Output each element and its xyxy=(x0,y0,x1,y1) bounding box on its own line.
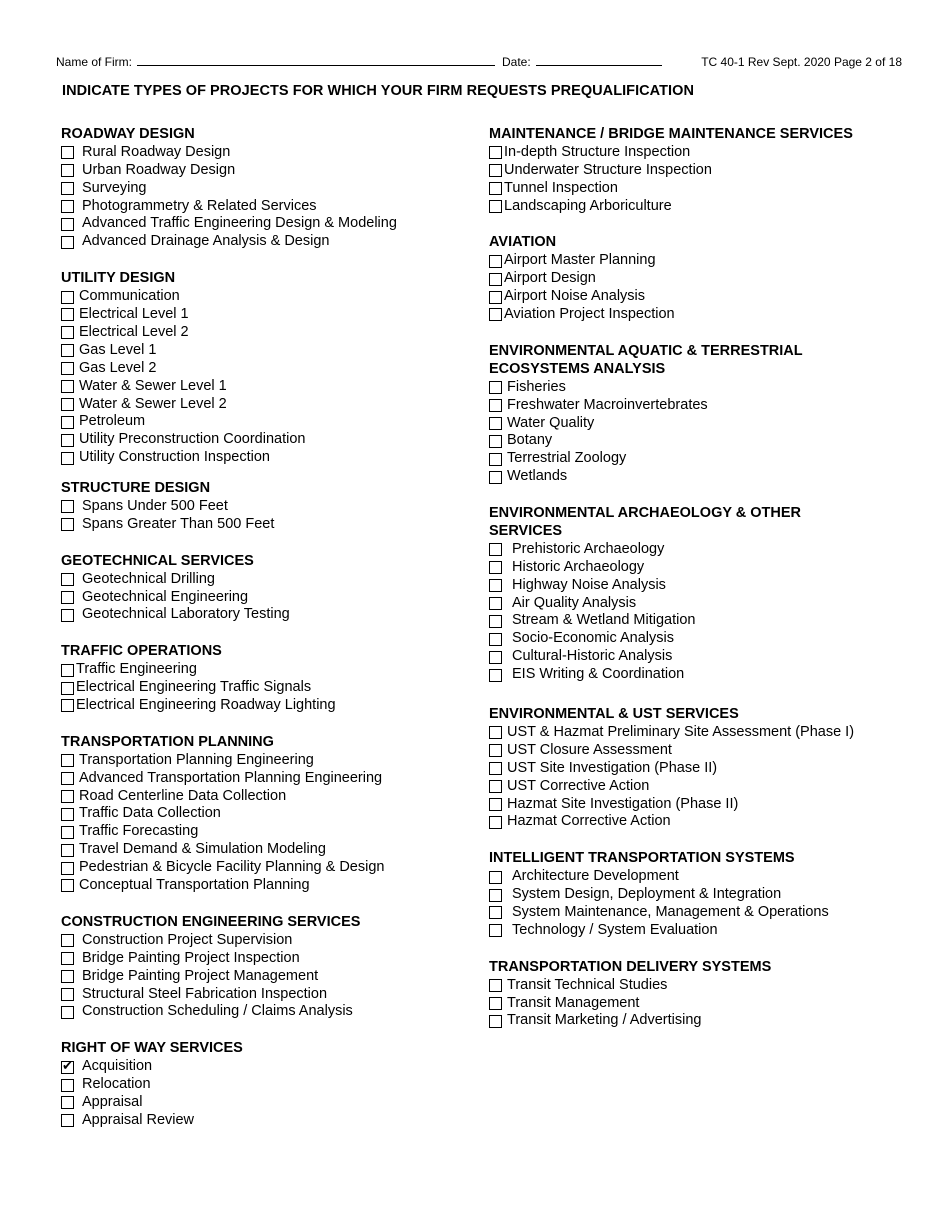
checkbox-item[interactable] xyxy=(61,324,471,342)
section-title: ENVIRONMENTAL AQUATIC & TERRESTRIAL xyxy=(489,342,803,359)
checkbox-label: Transit Management xyxy=(507,994,640,1011)
page-title: INDICATE TYPES OF PROJECTS FOR WHICH YOUR FIRM REQUESTS PREQUALIFICATION xyxy=(62,83,694,99)
checkbox[interactable] xyxy=(61,434,74,447)
section-title: RIGHT OF WAY SERVICES xyxy=(61,1040,243,1057)
checkbox-label: Construction Scheduling / Claims Analysis xyxy=(82,1003,353,1020)
checkbox[interactable] xyxy=(489,200,502,213)
checkbox-label: Traffic Data Collection xyxy=(79,805,221,822)
checkbox[interactable] xyxy=(61,500,74,513)
checkbox-item[interactable] xyxy=(489,450,939,468)
right-column xyxy=(489,126,939,1030)
checkbox[interactable] xyxy=(489,273,502,286)
checkbox-label: Fisheries xyxy=(507,378,566,395)
checkbox[interactable] xyxy=(489,633,502,646)
checkbox[interactable] xyxy=(489,669,502,682)
checkbox[interactable] xyxy=(61,344,74,357)
checkbox-item[interactable] xyxy=(61,162,471,180)
checkbox-item[interactable] xyxy=(61,1076,471,1094)
checkbox[interactable] xyxy=(61,844,74,857)
checkbox-label: Transit Marketing / Advertising xyxy=(507,1012,702,1029)
checkbox-item[interactable] xyxy=(61,788,471,806)
checkbox-item[interactable] xyxy=(61,589,471,607)
checkbox-item[interactable] xyxy=(61,413,471,431)
checkbox[interactable] xyxy=(489,417,502,430)
checkbox-label: Water Quality xyxy=(507,414,595,431)
checkbox-label: System Maintenance, Management & Operations xyxy=(512,903,829,920)
checkbox-item[interactable] xyxy=(61,877,471,895)
checkbox-label: Highway Noise Analysis xyxy=(512,576,666,593)
checkbox-label: Electrical Engineering Traffic Signals xyxy=(76,679,312,696)
checkbox-item[interactable] xyxy=(61,752,471,770)
checkbox-item[interactable] xyxy=(61,233,471,251)
checkbox-label: Stream & Wetland Mitigation xyxy=(512,612,696,629)
section-title: TRANSPORTATION PLANNING xyxy=(61,733,274,750)
checkbox[interactable] xyxy=(61,380,74,393)
checkbox[interactable] xyxy=(61,609,74,622)
checkbox[interactable] xyxy=(61,236,74,249)
checkbox-label: Communication xyxy=(79,288,180,305)
checkbox-label: Terrestrial Zoology xyxy=(507,450,627,467)
checkbox[interactable] xyxy=(61,879,74,892)
date-label: Date: xyxy=(502,55,531,69)
checkbox[interactable] xyxy=(489,182,502,195)
checkbox-item[interactable] xyxy=(489,198,939,216)
checkbox[interactable] xyxy=(61,790,74,803)
checkbox-label: Structural Steel Fabrication Inspection xyxy=(82,985,328,1002)
checkbox[interactable] xyxy=(489,399,502,412)
checkbox[interactable] xyxy=(489,579,502,592)
checkbox[interactable] xyxy=(489,164,502,177)
checkbox-label: Conceptual Transportation Planning xyxy=(79,877,310,894)
checkbox-item[interactable] xyxy=(61,661,471,679)
checkbox-label: Socio-Economic Analysis xyxy=(512,630,674,647)
checkbox-label: Hazmat Site Investigation (Phase II) xyxy=(507,795,739,812)
checkbox-label: Petroleum xyxy=(79,413,146,430)
checkbox-item[interactable] xyxy=(61,449,471,467)
section-title-line2: SERVICES xyxy=(489,523,563,539)
checkbox[interactable] xyxy=(61,772,74,785)
checkbox-item[interactable] xyxy=(61,378,471,396)
checkbox[interactable] xyxy=(61,182,74,195)
checkbox-item[interactable] xyxy=(61,950,471,968)
checkbox-label: Architecture Development xyxy=(512,868,679,885)
checkbox-label: Underwater Structure Inspection xyxy=(504,161,712,178)
checkbox[interactable] xyxy=(489,762,502,775)
checkbox-item[interactable] xyxy=(489,612,939,630)
checkbox-item[interactable] xyxy=(61,823,471,841)
section-title: MAINTENANCE / BRIDGE MAINTENANCE SERVICES xyxy=(489,126,853,142)
checkbox[interactable] xyxy=(61,591,74,604)
checkbox[interactable] xyxy=(61,1096,74,1109)
checkbox-item[interactable] xyxy=(489,742,939,760)
checkbox-label: Bridge Painting Project Management xyxy=(82,967,319,984)
checkbox-label: Bridge Painting Project Inspection xyxy=(82,949,300,966)
checkbox-label: Appraisal xyxy=(82,1093,143,1110)
checkbox-label: UST & Hazmat Preliminary Site Assessment (Phase I) xyxy=(507,723,855,740)
section-utility-design xyxy=(61,270,471,467)
checkbox[interactable] xyxy=(61,664,74,677)
checkbox-item[interactable] xyxy=(61,198,471,216)
checkbox[interactable] xyxy=(61,326,74,339)
checkbox[interactable] xyxy=(489,871,502,884)
checkbox[interactable] xyxy=(61,934,74,947)
checkbox-item[interactable] xyxy=(61,516,471,534)
checkbox[interactable] xyxy=(489,1015,502,1028)
checkbox-label: Utility Preconstruction Coordination xyxy=(79,431,306,448)
checkbox-label: Acquisition xyxy=(82,1058,153,1075)
section-geotechnical-services xyxy=(61,553,471,625)
checkbox-label: Spans Greater Than 500 Feet xyxy=(82,515,275,532)
checkbox-item[interactable] xyxy=(489,977,939,995)
checkbox-label: Water & Sewer Level 1 xyxy=(79,377,227,394)
checkbox-label: Technology / System Evaluation xyxy=(512,921,718,938)
checkbox-label: Electrical Level 2 xyxy=(79,323,189,340)
checkbox[interactable] xyxy=(489,726,502,739)
section-intelligent-transportation-systems xyxy=(489,850,939,939)
checkbox-item[interactable] xyxy=(61,360,471,378)
checkbox[interactable] xyxy=(489,798,502,811)
checkbox-item[interactable] xyxy=(489,559,939,577)
checkbox[interactable] xyxy=(489,615,502,628)
section-environmental-ust-services xyxy=(489,706,939,831)
checkbox-item[interactable] xyxy=(61,841,471,859)
checkbox[interactable] xyxy=(61,308,74,321)
checkbox-item[interactable] xyxy=(61,805,471,823)
checkbox-item[interactable] xyxy=(489,270,939,288)
section-transportation-planning xyxy=(61,734,471,895)
checkbox-label: Rural Roadway Design xyxy=(82,143,231,160)
section-transportation-delivery-systems xyxy=(489,959,939,1031)
checkbox-item[interactable] xyxy=(489,648,939,666)
checkbox-item[interactable] xyxy=(489,432,939,450)
checkbox[interactable] xyxy=(61,754,74,767)
checkbox[interactable] xyxy=(61,218,74,231)
section-title: GEOTECHNICAL SERVICES xyxy=(61,552,254,569)
checkbox-item[interactable] xyxy=(489,397,939,415)
checkbox-item[interactable] xyxy=(61,342,471,360)
section-roadway-design xyxy=(61,126,471,251)
section-title: UTILITY DESIGN xyxy=(61,270,176,287)
checkbox[interactable] xyxy=(489,816,502,829)
checkbox-label: Traffic Engineering xyxy=(76,661,197,678)
section-title: TRAFFIC OPERATIONS xyxy=(61,643,222,660)
checkbox[interactable] xyxy=(61,988,74,1001)
checkbox-item[interactable] xyxy=(61,770,471,788)
checkbox[interactable] xyxy=(61,1114,74,1127)
checkbox[interactable] xyxy=(61,362,74,375)
checkbox-label: Hazmat Corrective Action xyxy=(507,813,671,830)
checkbox-label: Appraisal Review xyxy=(82,1111,195,1128)
checkbox-item[interactable] xyxy=(61,968,471,986)
checkbox-item[interactable] xyxy=(489,541,939,559)
section-aviation xyxy=(489,234,939,323)
checkbox-label: UST Corrective Action xyxy=(507,777,650,794)
checkbox-item[interactable] xyxy=(489,144,939,162)
checkbox-label: Urban Roadway Design xyxy=(82,161,236,178)
checkbox-item[interactable] xyxy=(61,498,471,516)
checkbox-item[interactable] xyxy=(489,162,939,180)
section-traffic-operations xyxy=(61,643,471,715)
checkbox[interactable] xyxy=(489,651,502,664)
checkbox[interactable] xyxy=(489,146,502,159)
checkbox-item[interactable] xyxy=(61,215,471,233)
checkbox-item[interactable] xyxy=(489,778,939,796)
checkbox[interactable] xyxy=(489,291,502,304)
checkbox-label: Airport Design xyxy=(504,270,596,287)
checkbox-checked[interactable] xyxy=(61,1061,74,1074)
date-field[interactable] xyxy=(536,65,662,66)
checkbox-label: Advanced Drainage Analysis & Design xyxy=(82,233,330,250)
checkbox[interactable] xyxy=(61,398,74,411)
checkbox-item[interactable] xyxy=(489,760,939,778)
checkbox-item[interactable] xyxy=(61,396,471,414)
checkbox[interactable] xyxy=(61,452,74,465)
checkbox-label: Photogrammetry & Related Services xyxy=(82,197,317,214)
checkbox-label: Transportation Planning Engineering xyxy=(79,751,314,768)
checkbox-item[interactable] xyxy=(61,1003,471,1021)
checkbox[interactable] xyxy=(61,518,74,531)
checkbox-item[interactable] xyxy=(489,595,939,613)
checkbox-label: Geotechnical Engineering xyxy=(82,588,249,605)
section-environmental-archaeology-other xyxy=(489,505,939,684)
checkbox[interactable] xyxy=(489,543,502,556)
checkbox[interactable] xyxy=(61,200,74,213)
checkbox-item[interactable] xyxy=(61,606,471,624)
checkbox-label: Electrical Engineering Roadway Lighting xyxy=(76,697,336,714)
checkbox[interactable] xyxy=(489,308,502,321)
checkbox-item[interactable] xyxy=(61,697,471,715)
checkbox-item[interactable] xyxy=(489,666,939,684)
checkbox[interactable] xyxy=(489,435,502,448)
checkbox[interactable] xyxy=(489,597,502,610)
checkbox-label: Airport Master Planning xyxy=(504,252,656,269)
checkbox-label: Travel Demand & Simulation Modeling xyxy=(79,841,326,858)
checkbox-label: Cultural-Historic Analysis xyxy=(512,648,673,665)
checkbox-item[interactable] xyxy=(61,144,471,162)
checkbox-item[interactable] xyxy=(61,986,471,1004)
checkbox-label: Surveying xyxy=(82,179,147,196)
checkbox-label: EIS Writing & Coordination xyxy=(512,666,685,683)
checkbox-label: Air Quality Analysis xyxy=(512,594,637,611)
checkbox[interactable] xyxy=(61,952,74,965)
firm-name-label: Name of Firm: xyxy=(56,55,133,69)
section-construction-engineering-services xyxy=(61,914,471,1021)
checkbox[interactable] xyxy=(61,573,74,586)
checkbox-item[interactable] xyxy=(61,859,471,877)
checkbox-item[interactable] xyxy=(489,468,939,486)
checkbox[interactable] xyxy=(61,682,74,695)
checkbox[interactable] xyxy=(61,291,74,304)
checkbox-label: System Design, Deployment & Integration xyxy=(512,886,782,903)
checkbox[interactable] xyxy=(489,924,502,937)
checkbox-item[interactable] xyxy=(61,288,471,306)
checkbox-item[interactable] xyxy=(489,180,939,198)
section-maintenance-bridge-maintenance xyxy=(489,126,939,215)
checkbox[interactable] xyxy=(489,255,502,268)
section-structure-design xyxy=(61,480,471,534)
checkbox[interactable] xyxy=(489,780,502,793)
section-title: INTELLIGENT TRANSPORTATION SYSTEMS xyxy=(489,850,795,867)
checkbox-item[interactable] xyxy=(489,813,939,831)
checkbox-item[interactable] xyxy=(489,724,939,742)
section-environmental-aquatic-terrestrial xyxy=(489,343,939,486)
checkbox-item[interactable] xyxy=(489,379,939,397)
section-title: AVIATION xyxy=(489,234,557,251)
form-page-id: TC 40-1 Rev Sept. 2020 Page 2 of 18 xyxy=(701,55,902,69)
checkbox-label: Historic Archaeology xyxy=(512,558,645,575)
checkbox-label: Pedestrian & Bicycle Facility Planning & Design xyxy=(79,859,385,876)
checkbox-label: Construction Project Supervision xyxy=(82,931,293,948)
section-title: ENVIRONMENTAL ARCHAEOLOGY & OTHER xyxy=(489,505,802,522)
checkbox-item[interactable] xyxy=(489,796,939,814)
checkbox-label: Advanced Transportation Planning Engineering xyxy=(79,769,383,786)
checkbox-item[interactable] xyxy=(61,1058,471,1076)
checkbox-item[interactable] xyxy=(61,1094,471,1112)
checkbox-label: Gas Level 2 xyxy=(79,359,157,376)
section-title: STRUCTURE DESIGN xyxy=(61,480,211,497)
checkbox[interactable] xyxy=(61,416,74,429)
checkbox-label: Freshwater Macroinvertebrates xyxy=(507,396,708,413)
checkbox[interactable] xyxy=(489,906,502,919)
checkbox-label: UST Site Investigation (Phase II) xyxy=(507,759,718,776)
checkbox-label: Gas Level 1 xyxy=(79,341,157,358)
checkbox-label: Water & Sewer Level 2 xyxy=(79,395,227,412)
checkbox-label: Spans Under 500 Feet xyxy=(82,497,228,514)
checkbox-label: Aviation Project Inspection xyxy=(504,306,675,323)
checkbox[interactable] xyxy=(489,997,502,1010)
checkbox-label: Prehistoric Archaeology xyxy=(512,540,665,557)
checkbox-item[interactable] xyxy=(61,571,471,589)
checkbox-label: In-depth Structure Inspection xyxy=(504,143,691,160)
checkbox-item[interactable] xyxy=(489,1012,939,1030)
checkbox[interactable] xyxy=(489,889,502,902)
checkbox-label: UST Closure Assessment xyxy=(507,741,672,758)
checkbox-label: Wetlands xyxy=(507,468,568,485)
checkbox[interactable] xyxy=(61,826,74,839)
checkbox[interactable] xyxy=(61,699,74,712)
checkbox[interactable] xyxy=(61,146,74,159)
checkbox[interactable] xyxy=(489,744,502,757)
checkbox[interactable] xyxy=(61,970,74,983)
checkbox[interactable] xyxy=(489,471,502,484)
checkbox-item[interactable] xyxy=(61,180,471,198)
checkbox-item[interactable] xyxy=(489,252,939,270)
checkbox-item[interactable] xyxy=(489,415,939,433)
checkbox-label: Geotechnical Laboratory Testing xyxy=(82,606,290,623)
checkbox-item[interactable] xyxy=(61,1112,471,1130)
checkbox-item[interactable] xyxy=(489,630,939,648)
checkbox-label: Traffic Forecasting xyxy=(79,823,199,840)
checkbox-item[interactable] xyxy=(489,995,939,1013)
section-title: ROADWAY DESIGN xyxy=(61,126,195,142)
firm-name-field[interactable] xyxy=(137,65,495,66)
checkbox-label: Botany xyxy=(507,432,553,449)
checkbox[interactable] xyxy=(489,453,502,466)
checkbox-item[interactable] xyxy=(489,577,939,595)
checkbox[interactable] xyxy=(61,1006,74,1019)
checkbox-label: Electrical Level 1 xyxy=(79,306,189,323)
section-title-line2: ECOSYSTEMS ANALYSIS xyxy=(489,360,666,377)
checkbox[interactable] xyxy=(61,808,74,821)
checkbox-item[interactable] xyxy=(489,288,939,306)
checkbox[interactable] xyxy=(489,561,502,574)
checkbox-label: Utility Construction Inspection xyxy=(79,449,270,466)
checkbox-item[interactable] xyxy=(61,306,471,324)
checkbox-label: Road Centerline Data Collection xyxy=(79,787,287,804)
checkbox-label: Transit Technical Studies xyxy=(507,976,668,993)
section-title: CONSTRUCTION ENGINEERING SERVICES xyxy=(61,913,361,930)
checkbox-item[interactable] xyxy=(489,306,939,324)
checkbox[interactable] xyxy=(61,862,74,875)
checkbox-label: Advanced Traffic Engineering Design & Modeling xyxy=(82,215,397,232)
checkbox-item[interactable] xyxy=(61,679,471,697)
checkbox-label: Relocation xyxy=(82,1076,151,1093)
checkbox[interactable] xyxy=(61,1079,74,1092)
checkbox[interactable] xyxy=(489,979,502,992)
section-title: ENVIRONMENTAL & UST SERVICES xyxy=(489,706,739,723)
checkbox-label: Airport Noise Analysis xyxy=(504,288,646,305)
checkbox-label: Geotechnical Drilling xyxy=(82,570,215,587)
checkbox-item[interactable] xyxy=(489,886,939,904)
checkbox-item[interactable] xyxy=(489,922,939,940)
checkbox-label: Tunnel Inspection xyxy=(504,179,618,196)
checkbox-label: Landscaping Arboriculture xyxy=(504,197,672,214)
form-header xyxy=(56,55,902,71)
section-title: TRANSPORTATION DELIVERY SYSTEMS xyxy=(489,958,772,975)
left-column xyxy=(61,126,471,1130)
checkbox-item[interactable] xyxy=(61,431,471,449)
checkbox-item[interactable] xyxy=(489,868,939,886)
checkbox[interactable] xyxy=(61,164,74,177)
checkbox-item[interactable] xyxy=(61,932,471,950)
section-right-of-way-services xyxy=(61,1040,471,1129)
checkbox[interactable] xyxy=(489,381,502,394)
checkbox-item[interactable] xyxy=(489,904,939,922)
